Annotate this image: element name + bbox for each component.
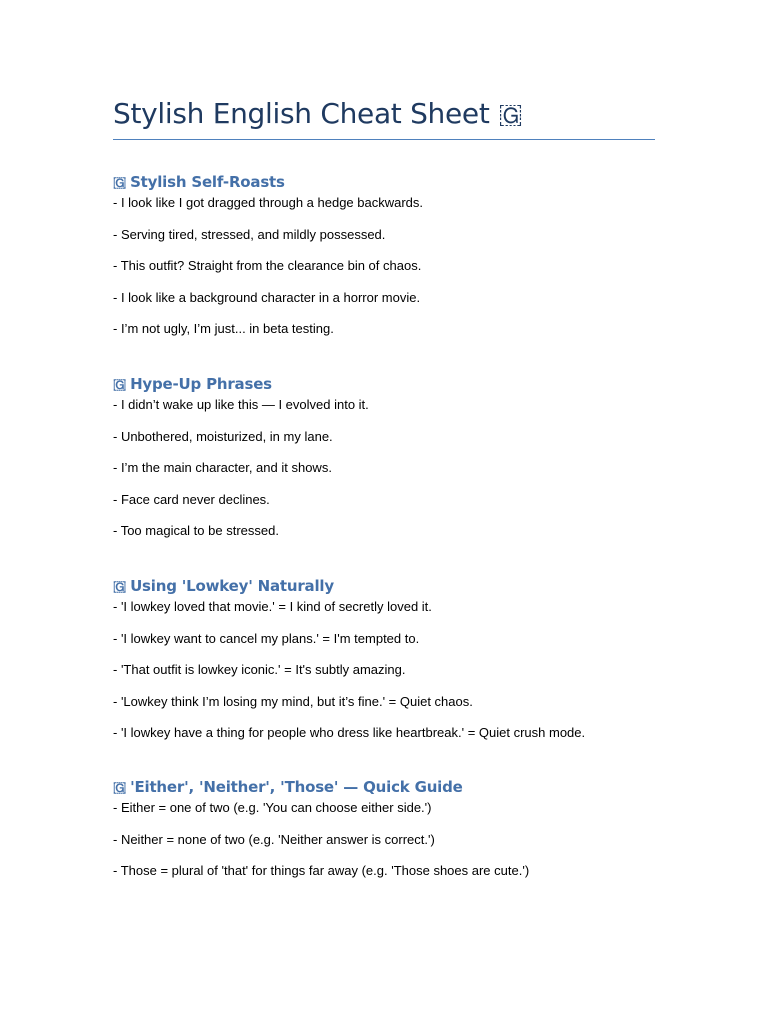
section-heading-text: Stylish Self-Roasts	[130, 173, 285, 191]
section-heading-text: Using 'Lowkey' Naturally	[130, 577, 334, 595]
missing-glyph-icon: 🇬	[113, 577, 127, 595]
section-heading	[113, 374, 673, 394]
section-self-roasts	[113, 172, 673, 337]
section-heading	[113, 172, 673, 192]
section-using-lowkey	[113, 576, 673, 741]
list-item: - Either = one of two (e.g. 'You can choose either side.')	[113, 800, 432, 815]
list-item: - Too magical to be stressed.	[113, 523, 279, 539]
title-underline	[113, 139, 655, 140]
section-heading-text: Hype-Up Phrases	[130, 375, 272, 393]
list-item: - Serving tired, stressed, and mildly possessed.	[113, 226, 386, 242]
list-item: - I didn’t wake up like this — I evolved into it.	[113, 397, 369, 412]
list-item: - I look like a background character in a horror movie.	[113, 289, 421, 305]
list-item: - 'I lowkey loved that movie.' = I kind of secretly loved it.	[113, 599, 432, 614]
list-item: - Neither = none of two (e.g. 'Neither answer is correct.')	[113, 831, 435, 847]
section-either-neither-those	[113, 777, 673, 879]
list-item: - Those = plural of 'that' for things far away (e.g. 'Those shoes are cute.')	[113, 863, 530, 879]
missing-glyph-icon: 🇬	[113, 173, 127, 191]
list-item: - Unbothered, moisturized, in my lane.	[113, 428, 333, 444]
section-heading-text: 'Either', 'Neither', 'Those' — Quick Guide	[130, 778, 463, 796]
list-item: - This outfit? Straight from the clearance bin of chaos.	[113, 258, 422, 274]
list-item: - I’m not ugly, I’m just... in beta testing.	[113, 321, 334, 337]
list-item: - 'That outfit is lowkey iconic.' = It's subtly amazing.	[113, 662, 406, 678]
page-title: Stylish English Cheat Sheet 🇬	[113, 97, 523, 130]
list-item: - 'I lowkey want to cancel my plans.' = I'm tempted to.	[113, 630, 420, 646]
missing-glyph-icon: 🇬	[113, 375, 127, 393]
section-hype-up-phrases	[113, 374, 673, 539]
list-item: - 'Lowkey think I’m losing my mind, but it’s fine.' = Quiet chaos.	[113, 693, 473, 709]
section-heading	[113, 777, 673, 797]
list-item: - I’m the main character, and it shows.	[113, 460, 332, 476]
section-heading	[113, 576, 673, 596]
list-item: - I look like I got dragged through a hedge backwards.	[113, 195, 424, 210]
missing-glyph-icon: 🇬	[113, 778, 127, 796]
list-item: - 'I lowkey have a thing for people who dress like heartbreak.' = Quiet crush mode.	[113, 725, 586, 741]
list-item: - Face card never declines.	[113, 491, 270, 507]
